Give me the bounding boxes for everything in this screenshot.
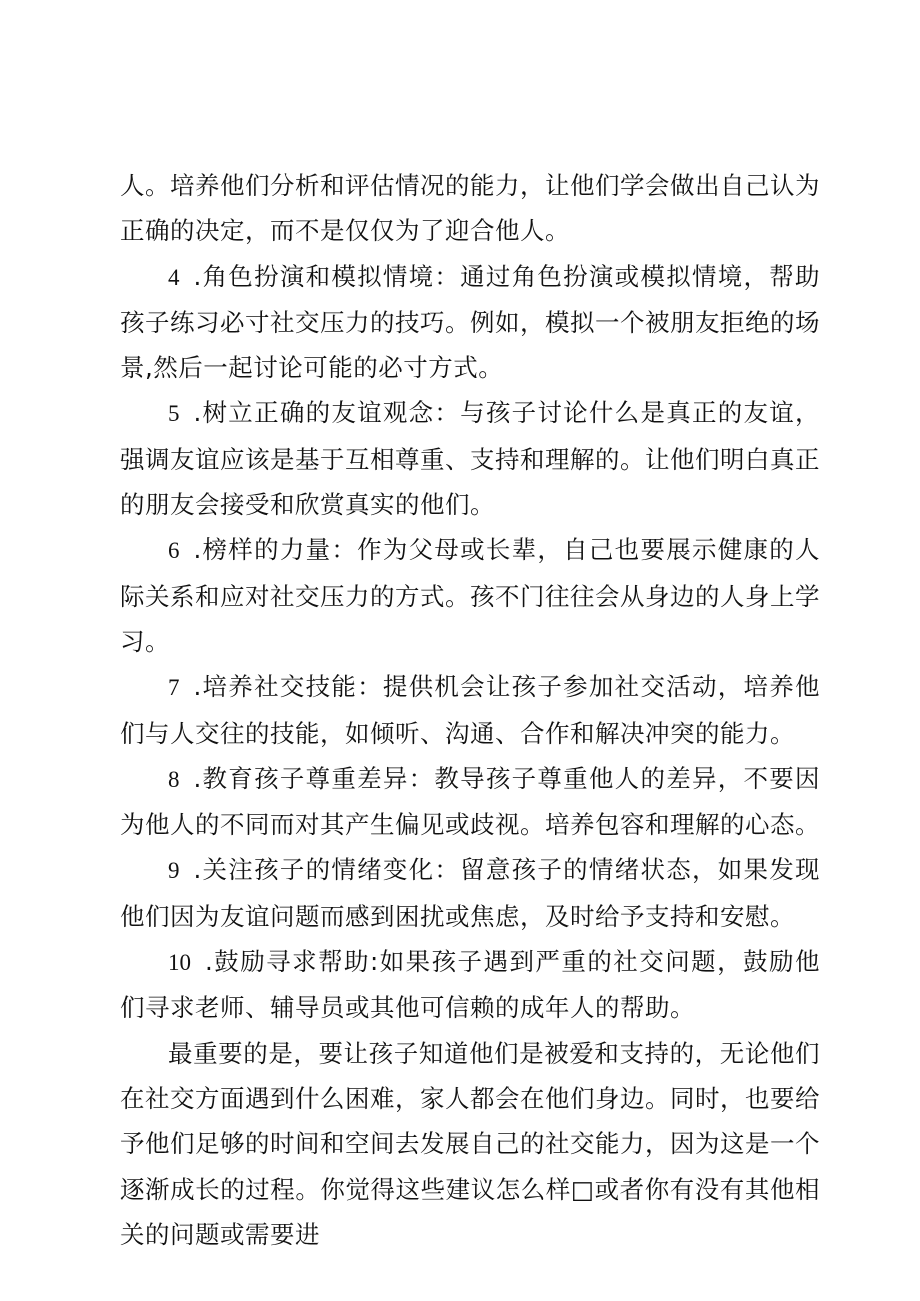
list-item-6 (120, 527, 820, 664)
list-item-text: .角色扮演和模拟情境：通过角色扮演或模拟情境，帮助孩子练习必寸社交压力的技巧。例如，模拟一个被朋友拒绝的场景,然后一起讨论可能的必寸方式。 (120, 261, 820, 383)
list-item-8 (120, 756, 820, 848)
list-number: 4 (168, 264, 180, 290)
closing-paragraph (120, 1031, 820, 1257)
list-item-10 (120, 939, 820, 1031)
list-item-text: .关注孩子的情绪变化：留意孩子的情绪状态，如果发现他们因为友谊问题而感到困扰或焦虑，及时给予支持和安慰。 (120, 855, 820, 931)
list-number: 7 (168, 675, 180, 701)
list-item-text: .教育孩子尊重差异：教导孩子尊重他人的差异，不要因为他人的不同而对其产生偏见或歧视。培养包容和理解的心态。 (120, 763, 820, 840)
list-item-text: .培养社交技能：提供机会让孩子参加社交活动，培养他们与人交往的技能，如倾听、沟通、合作和解决冲突的能力。 (120, 672, 820, 748)
list-number: 6 (168, 538, 180, 564)
list-item-text: .树立正确的友谊观念：与孩子讨论什么是真正的友谊，强调友谊应该是基于互相尊重、支持和理解的。让他们明白真正的朋友会接受和欣赏真实的他们。 (120, 398, 820, 520)
paragraph-text: 最重要的是，要让孩子知道他们是被爱和支持的，无论他们在社交方面遇到什么困难，家人都会在他们身边。同时，也要给予他们足够的时间和空间去发展自己的社交能力，因为这是一个逐渐成长的过程。你觉得这些建议怎么样□或者你有没有其他相关的问题或需要进 (120, 1038, 820, 1249)
paragraph-continuation (120, 163, 820, 254)
list-item-4 (120, 254, 820, 391)
list-item-text: .榜样的力量：作为父母或长辈，自己也要展示健康的人际关系和应对社交压力的方式。孩不门往往会从身边的人身上学习。 (120, 535, 820, 656)
list-number: 9 (168, 858, 180, 884)
document-body (120, 163, 820, 1257)
list-number: 10 (168, 950, 191, 976)
list-number: 5 (168, 401, 180, 427)
list-item-text: .鼓励寻求帮助:如果孩子遇到严重的社交问题，鼓励他们寻求老师、辅导员或其他可信赖的成年人的帮助。 (120, 947, 820, 1023)
list-number: 8 (168, 766, 180, 792)
list-item-5 (120, 390, 820, 527)
paragraph-text: 人。培养他们分析和评估情况的能力，让他们学会做出自己认为正确的决定，而不是仅仅为了迎合他人。 (120, 171, 820, 246)
list-item-9 (120, 847, 820, 939)
list-item-7 (120, 664, 820, 756)
